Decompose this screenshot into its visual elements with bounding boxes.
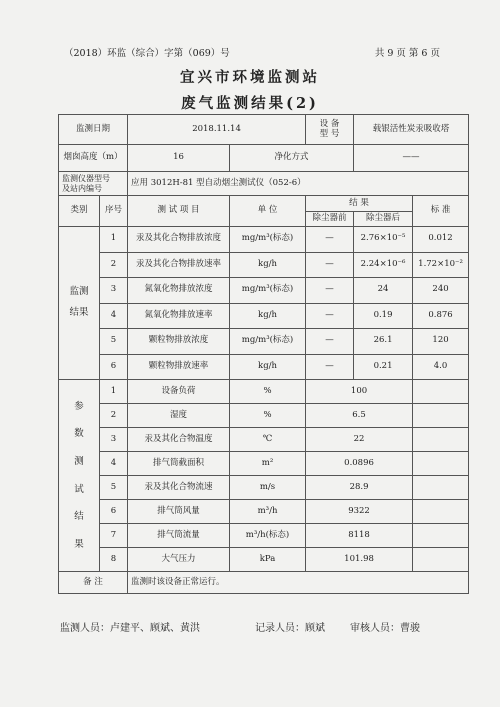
- row-unit: mg/m³(标态): [230, 227, 306, 253]
- row-unit: kg/h: [230, 252, 306, 278]
- row-before: —: [306, 252, 354, 278]
- row-value: 6.5: [306, 404, 413, 428]
- row-standard: 120: [413, 329, 469, 355]
- equip-value: 载银活性炭汞吸收塔: [354, 115, 469, 145]
- table-row: [59, 524, 469, 548]
- row-after: 26.1: [354, 329, 413, 355]
- row-value: 28.9: [306, 476, 413, 500]
- row-before: —: [306, 227, 354, 253]
- row-unit: ℃: [230, 428, 306, 452]
- row-after: 0.21: [354, 354, 413, 380]
- row-standard-empty: [413, 524, 469, 548]
- row-item: 排气筒流量: [128, 524, 230, 548]
- col-result: 结 果: [306, 196, 413, 212]
- row-unit: %: [230, 404, 306, 428]
- row-unit: m²: [230, 452, 306, 476]
- page-indicator: 共 9 页 第 6 页: [374, 48, 440, 59]
- row-value: 9322: [306, 500, 413, 524]
- row-no: 4: [100, 303, 128, 329]
- row-item: 排气筒风量: [128, 500, 230, 524]
- row-before: —: [306, 278, 354, 304]
- row-standard-empty: [413, 476, 469, 500]
- date-label: 监测日期: [59, 115, 128, 145]
- row-value: 101.98: [306, 548, 413, 572]
- row-after: 2.76×10⁻⁵: [354, 227, 413, 253]
- col-seq: 序号: [100, 196, 128, 227]
- col-standard: 标 准: [413, 196, 469, 227]
- table-row: [59, 452, 469, 476]
- monitors: 监测人员：卢建平、顾斌、黄洪: [60, 623, 200, 634]
- row-unit: m/s: [230, 476, 306, 500]
- row-no: 5: [100, 329, 128, 355]
- row-no: 2: [100, 252, 128, 278]
- row-value: 0.0896: [306, 452, 413, 476]
- row-item: 颗粒物排放速率: [128, 354, 230, 380]
- row-after: 0.19: [354, 303, 413, 329]
- row-no: 3: [100, 428, 128, 452]
- table-row: [59, 380, 469, 404]
- remarks-value: 监测时该设备正常运行。: [128, 572, 469, 594]
- col-category: 类别: [59, 196, 100, 227]
- row-no: 8: [100, 548, 128, 572]
- height-label: 烟囱高度（m）: [59, 145, 128, 172]
- row-no: 5: [100, 476, 128, 500]
- date-value: 2018.11.14: [128, 115, 306, 145]
- row-item: 氮氧化物排放速率: [128, 303, 230, 329]
- instrument-label: 监测仪器型号 及站内编号: [59, 172, 128, 196]
- col-after: 除尘器后: [354, 212, 413, 227]
- row-standard-empty: [413, 404, 469, 428]
- row-item: 湿度: [128, 404, 230, 428]
- row-unit: kPa: [230, 548, 306, 572]
- table-row: [59, 354, 469, 380]
- row-no: 4: [100, 452, 128, 476]
- row-standard: 0.876: [413, 303, 469, 329]
- row-item: 颗粒物排放浓度: [128, 329, 230, 355]
- purify-value: ——: [354, 145, 469, 172]
- section-label-parameters: 参 数 测 试 结 果: [59, 380, 100, 572]
- table-row: [59, 548, 469, 572]
- table-row: [59, 303, 469, 329]
- row-standard-empty: [413, 500, 469, 524]
- row-before: —: [306, 329, 354, 355]
- row-unit: m³/h: [230, 500, 306, 524]
- table-row: [59, 278, 469, 304]
- remarks-row: [59, 572, 469, 594]
- row-unit: %: [230, 380, 306, 404]
- table-row: [59, 476, 469, 500]
- row-unit: mg/m³(标态): [230, 278, 306, 304]
- row-unit: mg/m³(标态): [230, 329, 306, 355]
- row-unit: kg/h: [230, 354, 306, 380]
- row-standard-empty: [413, 380, 469, 404]
- row-standard: 1.72×10⁻²: [413, 252, 469, 278]
- row-item: 汞及其化合物排放速率: [128, 252, 230, 278]
- report-title: 废气监测结果(2): [181, 95, 319, 112]
- row-after: 2.24×10⁻⁶: [354, 252, 413, 278]
- row-no: 1: [100, 380, 128, 404]
- exhaust-monitoring-table: [58, 114, 469, 594]
- remarks-label: 备 注: [59, 572, 128, 594]
- row-item: 设备负荷: [128, 380, 230, 404]
- row-standard-empty: [413, 428, 469, 452]
- row-value: 22: [306, 428, 413, 452]
- height-value: 16: [128, 145, 230, 172]
- row-before: —: [306, 303, 354, 329]
- col-before: 除尘器前: [306, 212, 354, 227]
- table-row: [59, 404, 469, 428]
- row-value: 100: [306, 380, 413, 404]
- station-title: 宜兴市环境监测站: [180, 69, 320, 86]
- instrument-value: 应用 3012H-81 型自动烟尘测试仪（052-6）: [128, 172, 469, 196]
- col-item: 测 试 项 目: [128, 196, 230, 227]
- row-item: 大气压力: [128, 548, 230, 572]
- row-item: 汞及其化合物温度: [128, 428, 230, 452]
- row-item: 排气筒截面积: [128, 452, 230, 476]
- row-item: 汞及其化合物流速: [128, 476, 230, 500]
- row-before: —: [306, 354, 354, 380]
- row-after: 24: [354, 278, 413, 304]
- row-standard-empty: [413, 452, 469, 476]
- row-no: 7: [100, 524, 128, 548]
- row-unit: kg/h: [230, 303, 306, 329]
- row-no: 2: [100, 404, 128, 428]
- row-no: 6: [100, 354, 128, 380]
- table-row: [59, 428, 469, 452]
- purify-label: 净化方式: [230, 145, 354, 172]
- col-unit: 单 位: [230, 196, 306, 227]
- row-standard-empty: [413, 548, 469, 572]
- row-standard: 4.0: [413, 354, 469, 380]
- row-no: 3: [100, 278, 128, 304]
- section-label-monitoring: 监测 结果: [59, 227, 100, 380]
- table-row: [59, 227, 469, 253]
- table-row: [59, 500, 469, 524]
- row-no: 6: [100, 500, 128, 524]
- recorder: 记录人员：顾斌: [255, 623, 325, 634]
- row-item: 汞及其化合物排放浓度: [128, 227, 230, 253]
- reviewer: 审核人员：曹骏: [350, 623, 420, 634]
- table-row: [59, 329, 469, 355]
- row-standard: 240: [413, 278, 469, 304]
- row-unit: m³/h(标态): [230, 524, 306, 548]
- table-row: [59, 252, 469, 278]
- row-standard: 0.012: [413, 227, 469, 253]
- document-number: （2018）环监（综合）字第（069）号: [64, 48, 230, 59]
- row-item: 氮氧化物排放浓度: [128, 278, 230, 304]
- row-no: 1: [100, 227, 128, 253]
- equip-label: 设 备 型 号: [306, 115, 354, 145]
- row-value: 8118: [306, 524, 413, 548]
